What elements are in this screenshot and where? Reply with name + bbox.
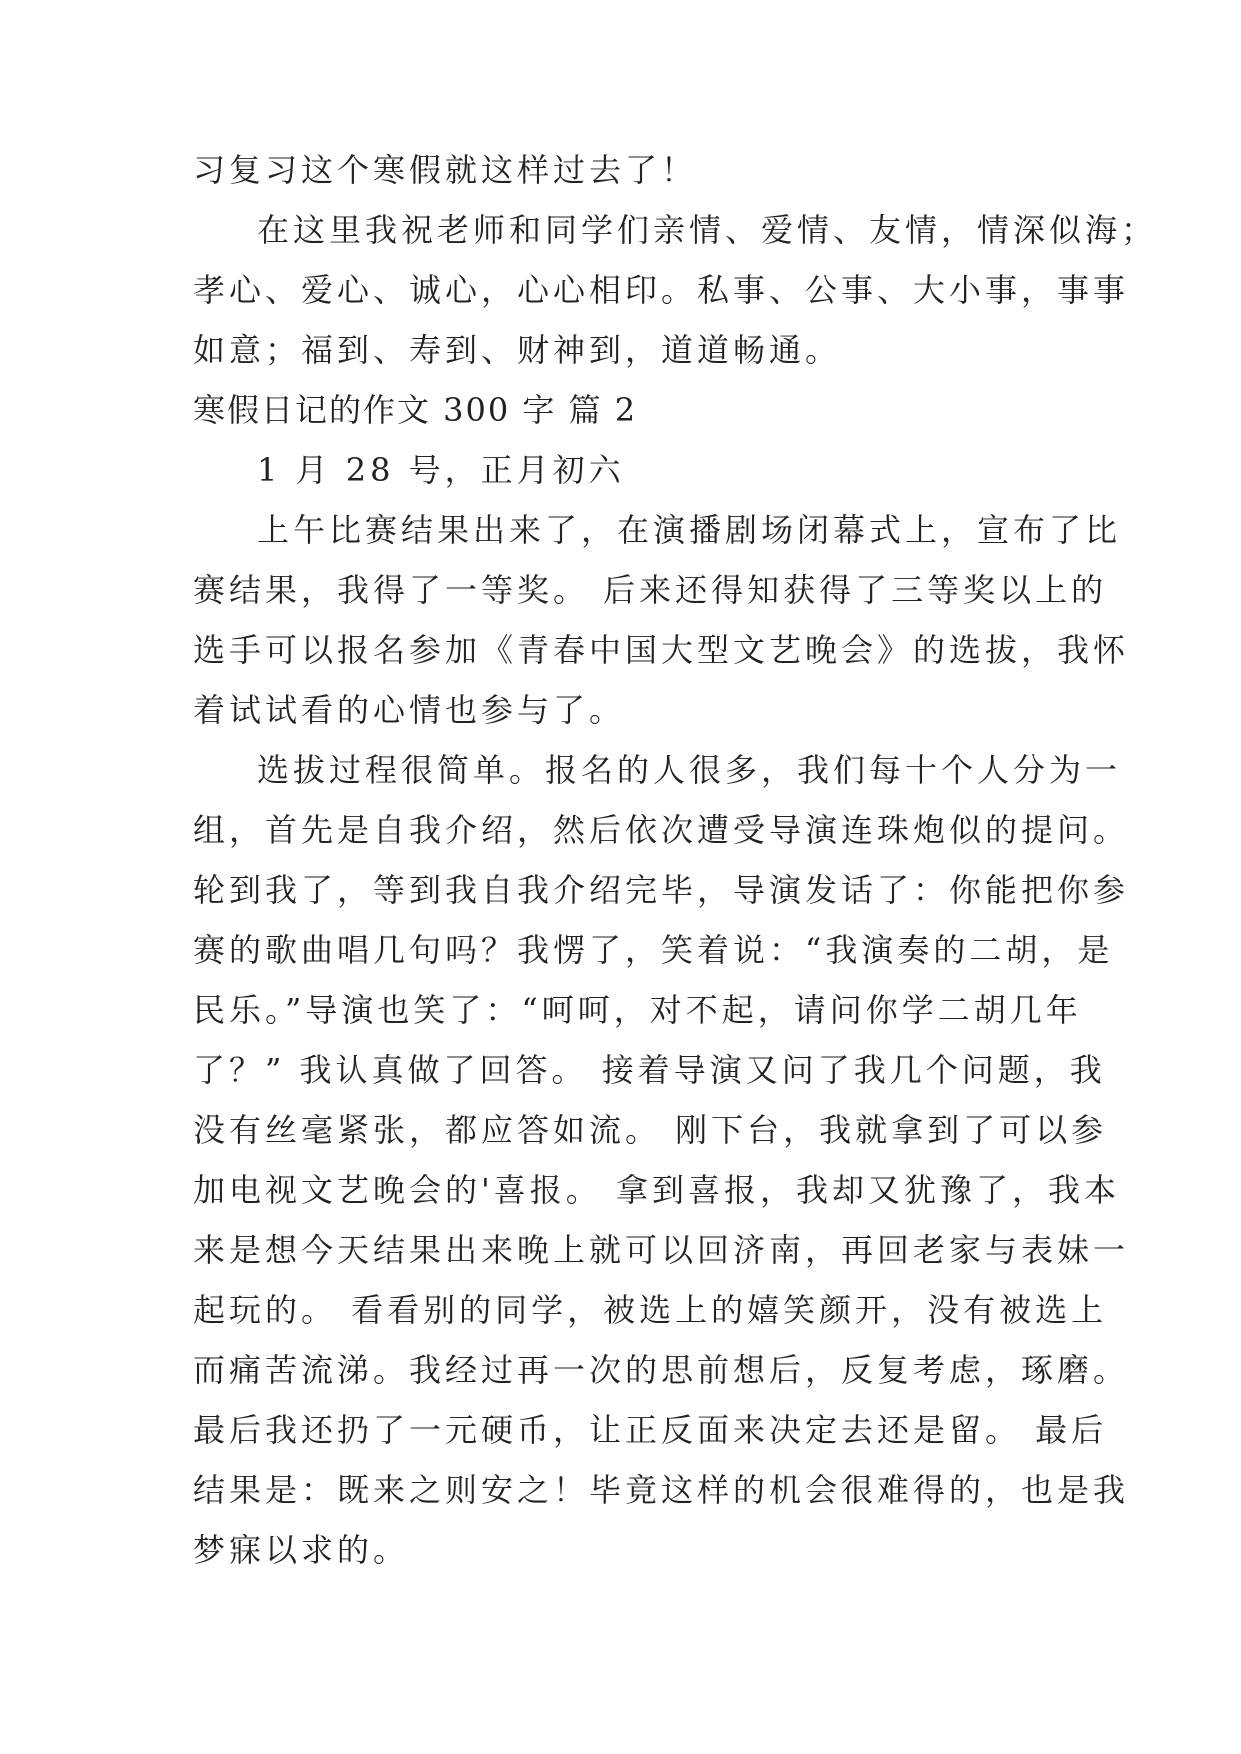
text-line: 着试试看的心情也参与了。 — [193, 691, 626, 729]
text-line: 选手可以报名参加《青春中国大型文艺晚会》的选拔，我怀 — [193, 631, 1130, 669]
text-line: 没有丝毫紧张，都应答如流。 刚下台，我就拿到了可以参 — [193, 1111, 1108, 1149]
text-line: 习复习这个寒假就这样过去了！ — [193, 151, 698, 189]
text-line: 梦寐以求的。 — [193, 1531, 410, 1569]
text-line: 结果是：既来之则安之！毕竟这样的机会很难得的，也是我 — [193, 1471, 1130, 1509]
text-line: 了？” 我认真做了回答。 接着导演又问了我几个问题，我 — [193, 1051, 1106, 1089]
paragraph-first-line: 上午比赛结果出来了，在演播剧场闭幕式上，宣布了比 — [257, 511, 1122, 549]
text-line: 赛的歌曲唱几句吗？我愣了，笑着说：“我演奏的二胡，是 — [193, 931, 1114, 969]
text-line: 轮到我了，等到我自我介绍完毕，导演发话了：你能把你参 — [193, 871, 1130, 909]
paragraph-first-line: 在这里我祝老师和同学们亲情、爱情、友情，情深似海； — [257, 211, 1158, 249]
section-heading: 寒假日记的作文 300 字 篇 2 — [193, 391, 638, 429]
text-line: 民乐。”导演也笑了：“呵呵，对不起，请问你学二胡几年 — [193, 991, 1082, 1029]
text-line: 孝心、爱心、诚心，心心相印。私事、公事、大小事，事事 — [193, 271, 1130, 309]
text-line: 赛结果，我得了一等奖。 后来还得知获得了三等奖以上的 — [193, 571, 1108, 609]
text-line: 如意；福到、寿到、财神到，道道畅通。 — [193, 331, 842, 369]
text-line: 加电视文艺晚会的'喜报。 拿到喜报，我却又犹豫了，我本 — [193, 1171, 1120, 1209]
text-line: 组，首先是自我介绍，然后依次遭受导演连珠炮似的提问。 — [193, 811, 1130, 849]
text-line: 来是想今天结果出来晚上就可以回济南，再回老家与表妹一 — [193, 1231, 1130, 1269]
paragraph-first-line: 选拔过程很简单。报名的人很多，我们每十个人分为一 — [257, 751, 1122, 789]
text-line: 而痛苦流涕。我经过再一次的思前想后，反复考虑，琢磨。 — [193, 1351, 1130, 1389]
text-line: 最后我还扔了一元硬币，让正反面来决定去还是留。 最后 — [193, 1411, 1108, 1449]
date-line: 1 月 28 号，正月初六 — [257, 451, 625, 489]
text-line: 起玩的。 看看别的同学，被选上的嬉笑颜开，没有被选上 — [193, 1291, 1108, 1329]
